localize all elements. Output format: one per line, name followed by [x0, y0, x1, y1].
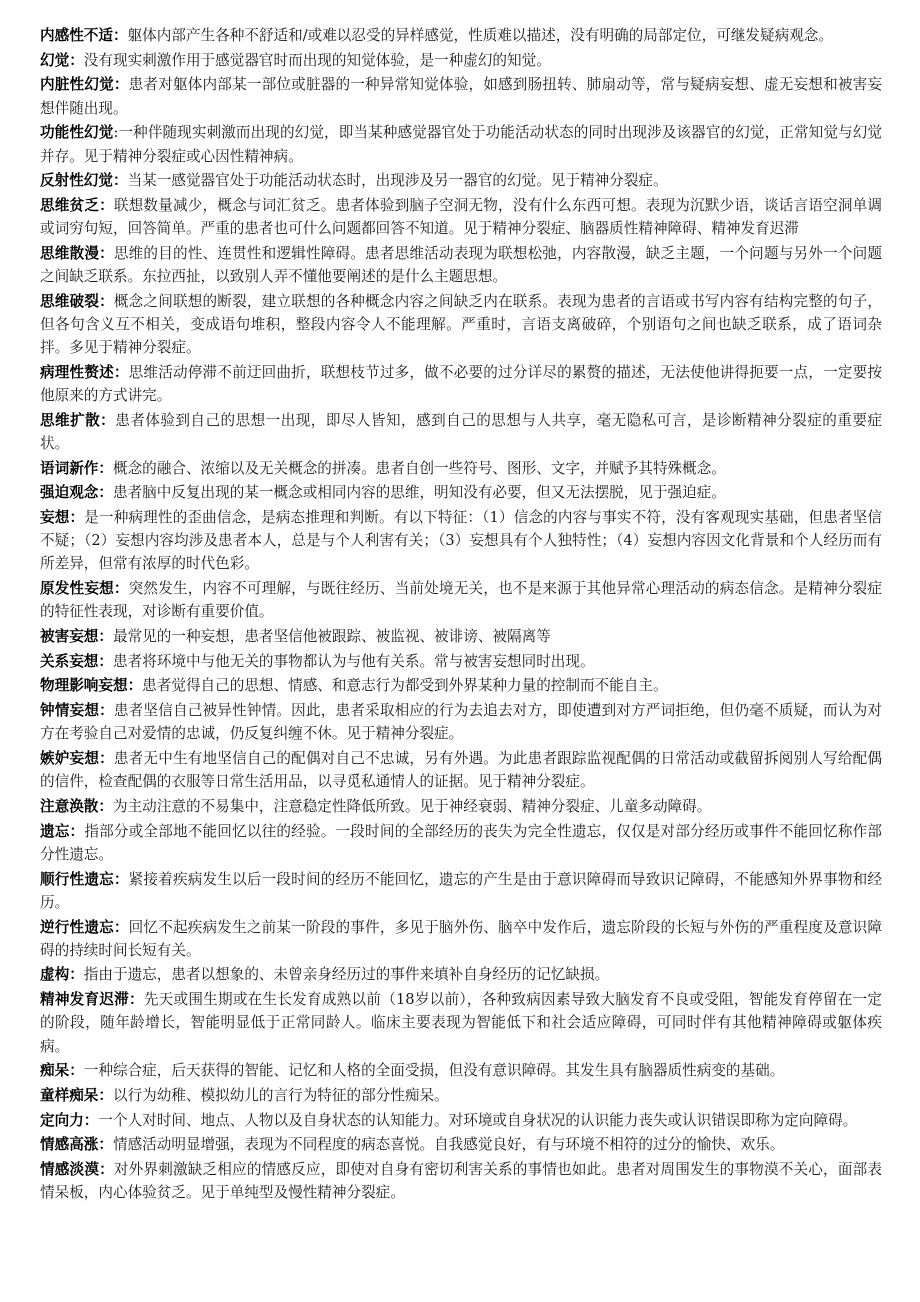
- glossary-definition: 患者无中生有地坚信自己的配偶对自己不忠诚，另有外遇。为此患者跟踪监视配偶的日常活动或截留拆阅别人写给配偶的信件，检查配偶的衣服等日常生活用品，以寻觅私通情人的证据。见于精神分裂症。: [40, 750, 882, 791]
- glossary-entry: [40, 1059, 882, 1082]
- glossary-entry: [40, 1109, 882, 1132]
- glossary-entry: [40, 650, 882, 673]
- glossary-definition: 指部分或全部地不能回忆以往的经验。一段时间的全部经历的丧失为完全性遗忘，仅仅是对部分经历或事件不能回忆称作部分性遗忘。: [40, 822, 882, 863]
- glossary-term: 内脏性幻觉：: [40, 76, 129, 94]
- glossary-term: 妄想：: [40, 509, 85, 527]
- glossary-definition: 一种综合症，后天获得的智能、记忆和人格的全面受损，但没有意识障碍。其发生具有脑器质性病变的基础。: [83, 1062, 785, 1080]
- glossary-definition: 是一种病理性的歪曲信念，是病态推理和判断。有以下特征：（1）信念的内容与事实不符，没有客观现实基础，但患者坚信不疑；（2）妄想内容均涉及患者本人，总是与个人利害有关；（3）妄想具有个人独特性；（4）妄想内容因文化背景和个人经历而有所差异，但常有浓厚的时代色彩。: [40, 509, 882, 573]
- glossary-term: 注意涣散：: [40, 798, 113, 815]
- glossary-term: 反射性幻觉：: [40, 172, 128, 190]
- glossary-entry: [40, 290, 882, 360]
- glossary-term: 虚构：: [40, 966, 84, 984]
- glossary-entry: [40, 242, 882, 288]
- glossary-entry: [40, 457, 882, 480]
- glossary-entry: [40, 963, 882, 986]
- glossary-definition: 患者坚信自己被异性钟情。因此，患者采取相应的行为去追去对方，即使遭到对方严词拒绝，但仍毫不质疑，而认为对方在考验自己对爱情的忠诚，仍反复纠缠不休。见于精神分裂症。: [40, 702, 882, 743]
- glossary-entry: [40, 577, 882, 623]
- glossary-definition: 思维的目的性、连贯性和逻辑性障碍。患者思维活动表现为联想松弛，内容散漫，缺乏主题，一个问题与另外一个问题之间缺乏联系。东拉西扯，以致别人弄不懂他要阐述的是什么主题思想。: [40, 244, 882, 286]
- glossary-definition: 思维活动停滞不前迂回曲折，联想枝节过多，做不必要的过分详尽的累赘的描述，无法使他讲得扼要一点，一定要按他原来的方式讲完。: [40, 363, 882, 405]
- glossary-definition: 当某一感觉器官处于功能活动状态时，出现涉及另一器官的幻觉。见于精神分裂症。: [127, 172, 668, 190]
- glossary-term: 逆行性遗忘：: [40, 918, 129, 936]
- glossary-entry: [40, 169, 882, 192]
- glossary-term: 物理影响妄想：: [40, 677, 143, 695]
- glossary-term: 功能性幻觉: [40, 124, 114, 142]
- glossary-term: 定向力：: [40, 1111, 99, 1129]
- glossary-definition: 突然发生，内容不可理解，与既往经历、当前处境无关，也不是来源于其他异常心理活动的病态信念。是精神分裂症的特征性表现，对诊断有重要价值。: [40, 580, 882, 621]
- glossary-entry: [40, 49, 882, 72]
- glossary-definition: 概念的融合、浓缩以及无关概念的拼凑。患者自创一些符号、图形、文字，并赋予其特殊概念。: [112, 459, 726, 477]
- glossary-term: 嫉妒妄想：: [40, 750, 114, 768]
- glossary-term: 情感高涨：: [40, 1136, 113, 1154]
- glossary-definition: 患者觉得自己的思想、情感、和意志行为都受到外界某种力量的控制而不能自主。: [142, 677, 668, 695]
- glossary-definition: 紧接着疾病发生以后一段时间的经历不能回忆，遗忘的产生是由于意识障碍而导致识记障碍，不能感知外界事物和经历。: [40, 870, 882, 911]
- glossary-definition: 指由于遗忘，患者以想象的、未曾亲身经历过的事件来填补自身经历的记忆缺损。: [83, 966, 610, 984]
- glossary-definition: 为主动注意的不易集中，注意稳定性降低所致。见于神经衰弱、精神分裂症、儿童多动障碍。: [112, 798, 712, 815]
- glossary-term: 原发性妄想：: [40, 580, 129, 598]
- glossary-entry: [40, 747, 882, 793]
- glossary-term: 顺行性遗忘：: [40, 870, 129, 888]
- glossary-definition: 患者脑中反复出现的某一概念或相同内容的思维，明知没有必要，但又无法摆脱，见于强迫症。: [112, 484, 726, 502]
- glossary-definition: 概念之间联想的断裂，建立联想的各种概念内容之间缺乏内在联系。表现为患者的言语或书写内容有结构完整的句子，但各句含义互不相关，变成语句堆积，整段内容令人不能理解。严重时，言语支离破碎，个别语句之间也缺乏联系，成了语词杂拌。多见于精神分裂症。: [40, 292, 882, 357]
- glossary-entry: [40, 73, 882, 119]
- glossary-entry: [40, 506, 882, 576]
- glossary-entry: [40, 795, 882, 818]
- glossary-term: 思维扩散：: [40, 411, 116, 429]
- glossary-term: 内感性不适：: [40, 27, 128, 44]
- glossary-entry: [40, 868, 882, 914]
- glossary-definition: 没有现实刺激作用于感觉器官时而出现的知觉体验，是一种虚幻的知觉。: [83, 51, 551, 69]
- glossary-definition: 一个人对时间、地点、人物以及自身状态的认知能力。对环境或自身状况的认识能力丧失或认识错误即称为定向障碍。: [98, 1111, 858, 1129]
- glossary-entry: [40, 121, 882, 167]
- glossary-entry: [40, 1133, 882, 1156]
- glossary-definition: 躯体内部产生各种不舒适和/或难以忍受的异样感觉，性质难以描述，没有明确的局部定位，可继发疑病观念。: [127, 27, 833, 44]
- glossary-term: 关系妄想：: [40, 652, 113, 670]
- glossary-definition: :一种伴随现实刺激而出现的幻觉，即当某种感觉器官处于功能活动状态的同时出现涉及该器官的幻觉，正常知觉与幻觉并存。见于精神分裂症或心因性精神病。: [40, 124, 882, 165]
- glossary-entry: [40, 674, 882, 697]
- glossary-entry: [40, 481, 882, 504]
- glossary-entry: [40, 820, 882, 866]
- glossary-definition: 回忆不起疾病发生之前某一阶段的事件，多见于脑外伤、脑卒中发作后，遗忘阶段的长短与外伤的严重程度及意识障碍的持续时间长短有关。: [40, 918, 882, 959]
- glossary-definition: 对外界刺激缺乏相应的情感反应，即使对自身有密切利害关系的事情也如此。患者对周围发生的事物漠不关心，面部表情呆板，内心体验贫乏。见于单纯型及慢性精神分裂症。: [40, 1161, 882, 1202]
- glossary-definition: 患者将环境中与他无关的事物都认为与他有关系。常与被害妄想同时出现。: [112, 652, 595, 670]
- glossary-entry: [40, 361, 882, 407]
- glossary-definition: 联想数量减少，概念与词汇贫乏。患者体验到脑子空洞无物，没有什么东西可想。表现为沉默少语，谈话言语空洞单调或词穷句短，回答简单。严重的患者也可什么问题都回答不知道。见于精神分裂症、脑器质性精神障碍、精神发育迟滞: [40, 196, 882, 238]
- glossary-term: 思维散漫：: [40, 244, 114, 262]
- glossary-term: 病理性赘述：: [40, 363, 129, 381]
- glossary-term: 精神发育迟滞：: [40, 991, 144, 1009]
- glossary-term: 情感淡漠：: [40, 1161, 114, 1179]
- glossary-term: 思维贫乏：: [40, 196, 114, 214]
- glossary-definition: 患者体验到自己的思想一出现，即尽人皆知，感到自己的思想与人共享，毫无隐私可言，是诊断精神分裂症的重要症状。: [40, 411, 882, 452]
- glossary-entry: [40, 699, 882, 745]
- glossary-term: 钟情妄想：: [40, 702, 114, 720]
- glossary-term: 痴呆：: [40, 1062, 84, 1080]
- glossary-term: 幻觉：: [40, 51, 84, 69]
- glossary-term: 强迫观念：: [40, 484, 113, 502]
- glossary-term: 童样痴呆：: [40, 1086, 113, 1104]
- glossary-definition: 最常见的一种妄想，患者坚信他被跟踪、被监视、被诽谤、被隔离等: [112, 628, 551, 646]
- glossary-definition: 先天或围生期或在生长发育成熟以前（18岁以前），各种致病因素导致大脑发育不良或受阻，智能发育停留在一定的阶段，随年龄增长，智能明显低于正常同龄人。临床主要表现为智能低下和社会适应障碍，可同时伴有其他精神障碍或躯体疾病。: [40, 991, 882, 1055]
- glossary-entry: [40, 988, 882, 1058]
- glossary-term: 被害妄想：: [40, 628, 113, 646]
- glossary-term: 遗忘：: [40, 822, 85, 840]
- glossary-definition: 以行为幼稚、模拟幼儿的言行为特征的部分性痴呆。: [112, 1086, 449, 1104]
- glossary-definition: 情感活动明显增强，表现为不同程度的病态喜悦。自我感觉良好，有与环境不相符的过分的愉快、欢乐。: [112, 1136, 785, 1154]
- glossary-entry: [40, 625, 882, 648]
- glossary-entry: [40, 24, 882, 47]
- glossary-entry: [40, 1158, 882, 1204]
- glossary-entry: [40, 194, 882, 240]
- glossary-entry: [40, 1084, 882, 1107]
- glossary-definition: 患者对躯体内部某一部位或脏器的一种异常知觉体验，如感到肠扭转、肺扇动等，常与疑病妄想、虚无妄想和被害妄想伴随出现。: [40, 76, 882, 117]
- glossary-term: 语词新作：: [40, 459, 113, 477]
- glossary-entry: [40, 916, 882, 962]
- glossary-entry: [40, 409, 882, 455]
- glossary-term: 思维破裂：: [40, 292, 114, 310]
